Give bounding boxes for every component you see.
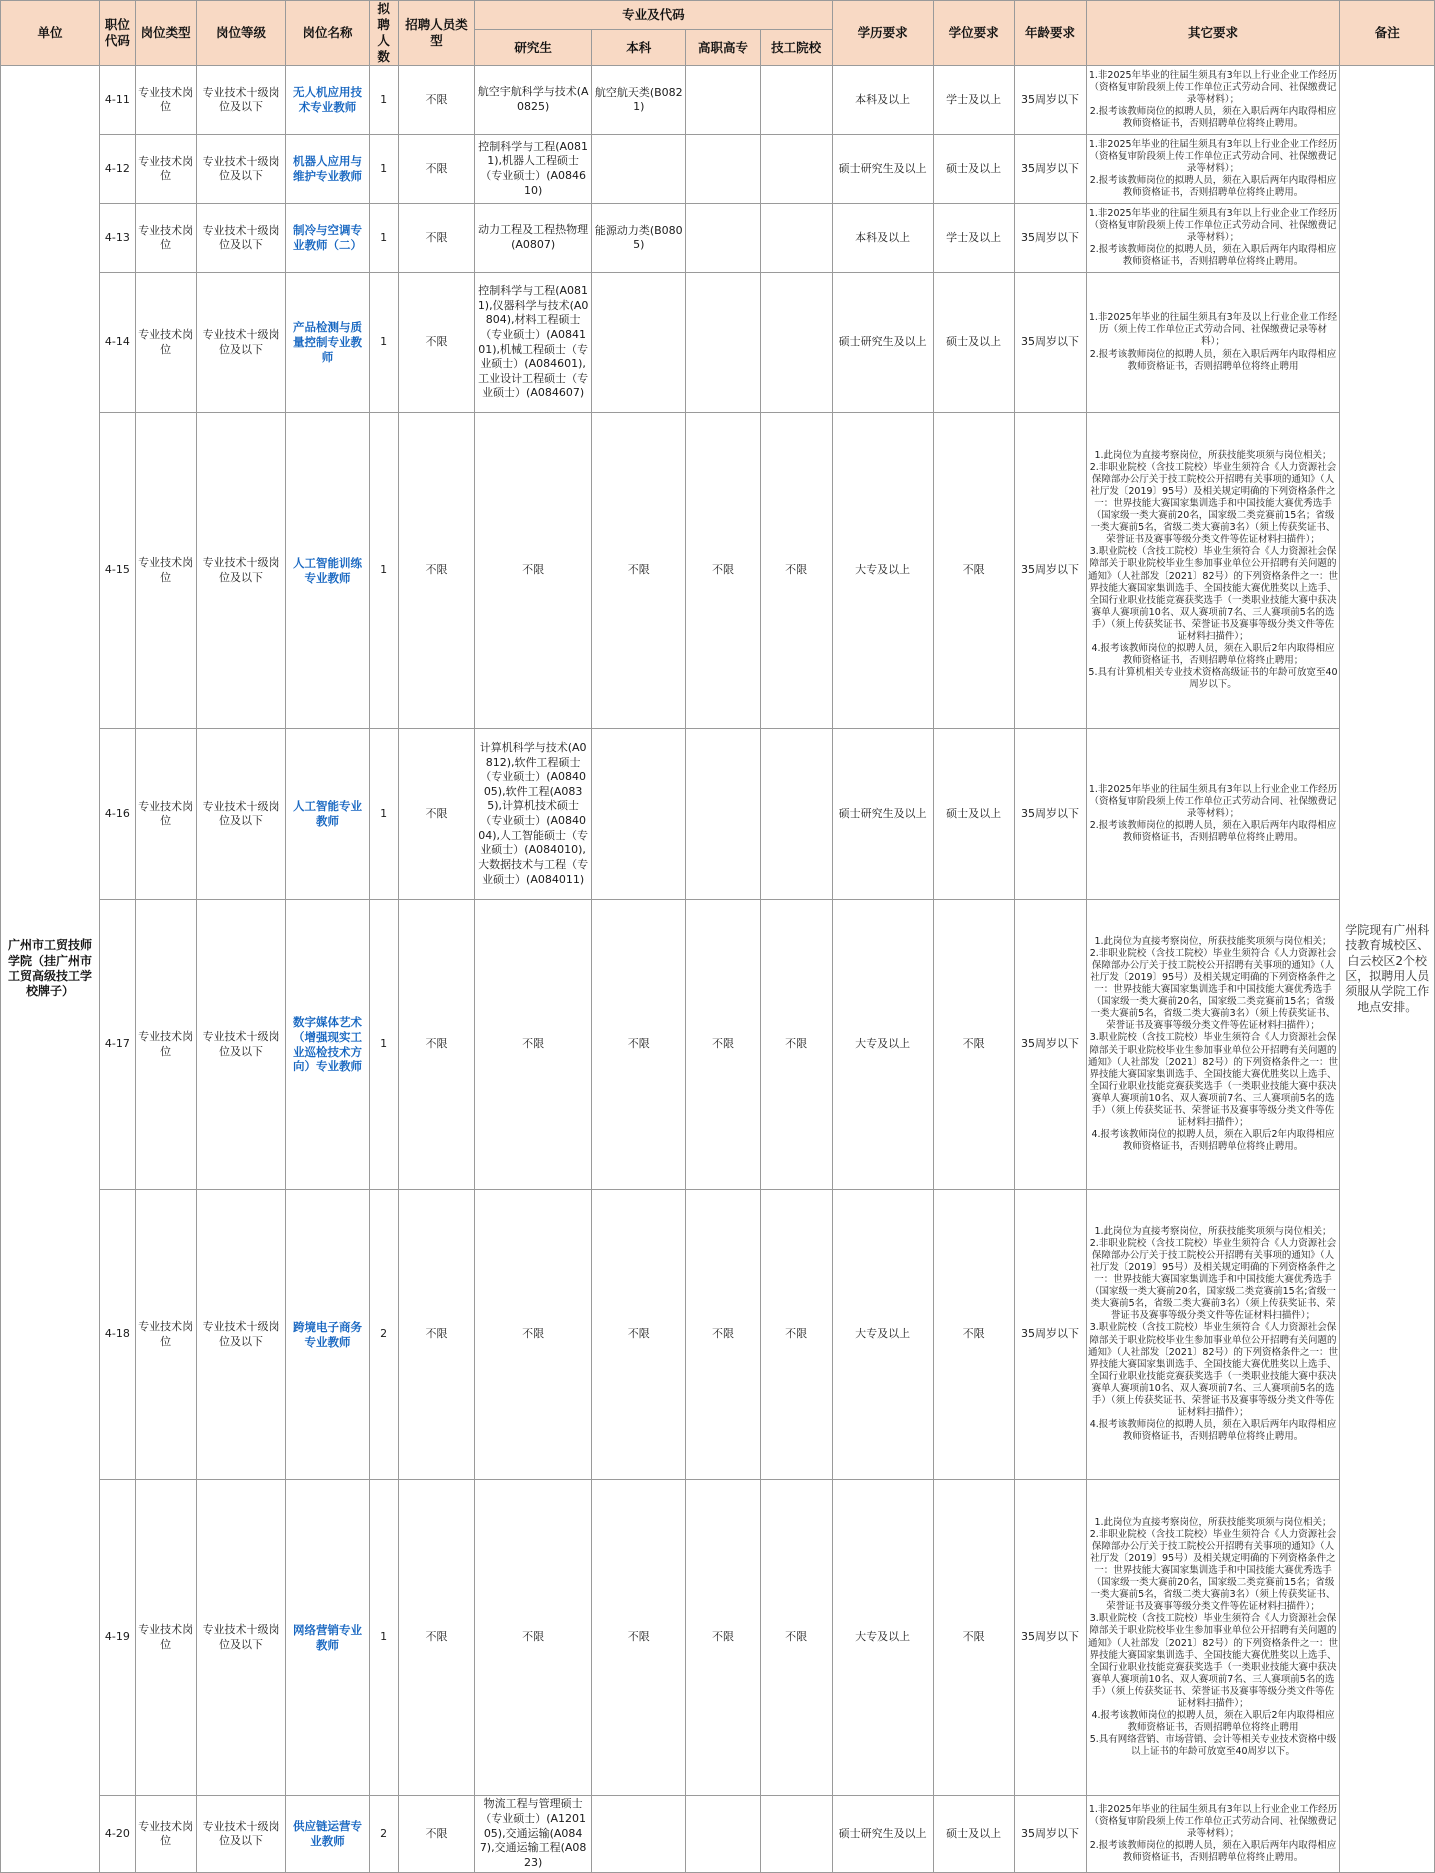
table-row (1, 1480, 1435, 1796)
grade-cell: 专业技术十级岗位及以下 (196, 413, 286, 729)
bachelor-major-cell: 不限 (592, 1480, 686, 1796)
position-name-cell: 网络营销专业教师 (286, 1480, 369, 1796)
other-requirements-cell (1086, 1190, 1340, 1480)
other-requirements-text: 1.此岗位为直接考察岗位，所获技能奖项须与岗位相关； 2.非职业院校（含技工院校）毕业生须符合《人力资源社会保障部办公厅关于技工院校公开招聘有关事项的通知》（人社厅发〔2019〕95号）及相关规定明确的下列资格条件之一：世界技能大赛国家集训选手和中国技能大赛优秀选手（国家级一类大赛前20名，国家级二类竞赛前15名；省级一类大赛前5名，省级二类大赛前3名）（须上传获奖证书、荣誉证书及赛事等级分类文件等佐证材料扫描件）； 3.职业院校（含技工院校）毕业生须符合《人力资源社会保障部关于职业院校毕业生参加事业单位公开招聘有关问题的通知》（人社部发〔2021〕82号）的下列资格条件之一：世界技能大赛国家集训选手、全国技能大赛优胜奖以上选手、全国行业职业技能竞赛获奖选手（一类职业技能大赛中获决赛单人赛项前10名、双人赛项前7名、三人赛项前5名的选手）（须上传获奖证书、荣誉证书及赛事等级分类文件等佐证材料扫描件）； 4.报考该教师岗位的拟聘人员，须在入职后2年内取得相应教师资格证书，否则招聘单位将终止聘用 5.具有网络营销、市场营销、会计等相关专业技术资格中级以上证书的年龄可放宽至40周岁以下。 (1087, 1516, 1339, 1758)
vocational-cell: 不限 (686, 900, 760, 1190)
age-cell: 35周岁以下 (1014, 273, 1086, 413)
age-cell: 35周岁以下 (1014, 729, 1086, 900)
position-name-cell: 无人机应用技术专业教师 (286, 66, 369, 135)
age-cell: 35周岁以下 (1014, 204, 1086, 273)
type-cell: 专业技术岗位 (135, 900, 196, 1190)
type-cell: 专业技术岗位 (135, 1480, 196, 1796)
type-cell: 专业技术岗位 (135, 135, 196, 204)
graduate-major-cell: 航空宇航科学与技术(A0825) (475, 66, 592, 135)
count-cell: 1 (369, 66, 398, 135)
education-cell: 硕士研究生及以上 (832, 135, 933, 204)
count-cell: 1 (369, 729, 398, 900)
degree-cell: 不限 (933, 413, 1014, 729)
count-cell: 1 (369, 1480, 398, 1796)
other-requirements-text: 1.非2025年毕业的往届生须具有3年以上行业企业工作经历（资格复审阶段须上传工作单位正式劳动合同、社保缴费记录等材料）； 2.报考该教师岗位的拟聘人员，须在入职后两年内取得相应教师资格证书，否则招聘单位将终止聘用。 (1088, 783, 1338, 844)
degree-cell: 不限 (933, 1190, 1014, 1480)
count-cell: 1 (369, 204, 398, 273)
other-requirements-text: 1.非2025年毕业的往届生须具有3年及以上行业企业工作经历（须上传工作单位正式劳动合同、社保缴费记录等材料）； 2.报考该教师岗位的拟聘人员，须在入职后两年内取得相应教师资格证书，否则招聘单位将终止聘用 (1088, 312, 1338, 372)
table-row (1, 1190, 1435, 1480)
technical-cell (760, 729, 832, 900)
graduate-major-cell: 不限 (475, 900, 592, 1190)
count-cell: 1 (369, 413, 398, 729)
position-name-cell: 人工智能训练专业教师 (286, 413, 369, 729)
code-cell: 4-13 (99, 204, 135, 273)
header-name: 岗位名称 (286, 1, 369, 66)
education-cell: 硕士研究生及以上 (832, 273, 933, 413)
degree-cell: 硕士及以上 (933, 729, 1014, 900)
header-grade: 岗位等级 (196, 1, 286, 66)
type-cell: 专业技术岗位 (135, 1796, 196, 1873)
code-cell: 4-11 (99, 66, 135, 135)
bachelor-major-cell (592, 729, 686, 900)
table-row (1, 900, 1435, 1190)
graduate-major-cell: 动力工程及工程热物理(A0807) (475, 204, 592, 273)
position-name-cell: 供应链运营专业教师 (286, 1796, 369, 1873)
education-cell: 大专及以上 (832, 900, 933, 1190)
table-row (1, 273, 1435, 413)
other-requirements-cell (1086, 66, 1340, 135)
degree-cell: 硕士及以上 (933, 135, 1014, 204)
code-cell: 4-12 (99, 135, 135, 204)
header-category: 招聘人员类型 (398, 1, 474, 66)
education-cell: 大专及以上 (832, 1480, 933, 1796)
other-requirements-text: 1.此岗位为直接考察岗位，所获技能奖项须与岗位相关； 2.非职业院校（含技工院校）毕业生须符合《人力资源社会保障部办公厅关于技工院校公开招聘有关事项的通知》（人社厅发〔2019〕95号）及相关规定明确的下列资格条件之一：世界技能大赛国家集训选手和中国技能大赛优秀选手（国家级一类大赛前20名，国家级二类竞赛前15名;省级一类大赛前5名，省级二类大赛前3名）（须上传获奖证书、荣誉证书及赛事等级分类文件等佐证材料扫描件）； 3.职业院校（含技工院校）毕业生须符合《人力资源社会保障部关于职业院校毕业生参加事业单位公开招聘有关问题的通知》（人社部发〔2021〕82号）的下列资格条件之一：世界技能大赛国家集训选手、全国技能大赛优胜奖以上选手、全国行业职业技能竞赛获奖选手（一类职业技能大赛中获决赛单人赛项前10名、双人赛项前7名、三人赛项前5名的选手）（须上传获奖证书、荣誉证书及赛事等级分类文件等佐证材料扫描件）； 4.报考该教师岗位的拟聘人员，须在入职后两年内取得相应教师资格证书，否则招聘单位将终止聘用。 (1087, 1225, 1339, 1442)
other-requirements-cell (1086, 204, 1340, 273)
category-cell: 不限 (398, 135, 474, 204)
technical-cell (760, 273, 832, 413)
grade-cell: 专业技术十级岗位及以下 (196, 204, 286, 273)
age-cell: 35周岁以下 (1014, 413, 1086, 729)
type-cell: 专业技术岗位 (135, 729, 196, 900)
table-row (1, 66, 1435, 135)
education-cell: 硕士研究生及以上 (832, 729, 933, 900)
bachelor-major-cell: 不限 (592, 1190, 686, 1480)
bachelor-major-cell: 不限 (592, 900, 686, 1190)
age-cell: 35周岁以下 (1014, 1190, 1086, 1480)
category-cell: 不限 (398, 413, 474, 729)
education-cell: 硕士研究生及以上 (832, 1796, 933, 1873)
code-cell: 4-17 (99, 900, 135, 1190)
category-cell: 不限 (398, 1796, 474, 1873)
type-cell: 专业技术岗位 (135, 273, 196, 413)
grade-cell: 专业技术十级岗位及以下 (196, 1796, 286, 1873)
category-cell: 不限 (398, 204, 474, 273)
other-requirements-cell (1086, 273, 1340, 413)
header-type: 岗位类型 (135, 1, 196, 66)
header-education: 学历要求 (832, 1, 933, 66)
other-requirements-text: 1.非2025年毕业的往届生须具有3年以上行业企业工作经历（资格复审阶段须上传工作单位正式劳动合同、社保缴费记录等材料）； 2.报考该教师岗位的拟聘人员，须在入职后两年内取得相应教师资格证书，否则招聘单位将终止聘用。 (1088, 1803, 1338, 1864)
header-technical: 技工院校 (760, 30, 832, 66)
note-cell: 学院现有广州科技教育城校区、白云校区2个校区，拟聘用人员须服从学院工作地点安排。 (1340, 66, 1435, 1873)
education-cell: 大专及以上 (832, 413, 933, 729)
grade-cell: 专业技术十级岗位及以下 (196, 135, 286, 204)
bachelor-major-cell: 能源动力类(B0805) (592, 204, 686, 273)
header-code: 职位代码 (99, 1, 135, 66)
header-unit: 单位 (1, 1, 100, 66)
grade-cell: 专业技术十级岗位及以下 (196, 729, 286, 900)
age-cell: 35周岁以下 (1014, 1796, 1086, 1873)
position-name-cell: 产品检测与质量控制专业教师 (286, 273, 369, 413)
education-cell: 大专及以上 (832, 1190, 933, 1480)
technical-cell (760, 66, 832, 135)
graduate-major-cell: 物流工程与管理硕士（专业硕士）(A120105),交通运输(A0847),交通运输工程(A0823) (475, 1796, 592, 1873)
category-cell: 不限 (398, 1190, 474, 1480)
vocational-cell: 不限 (686, 1190, 760, 1480)
position-name-cell: 人工智能专业教师 (286, 729, 369, 900)
vocational-cell (686, 273, 760, 413)
header-major-group: 专业及代码 (475, 1, 832, 30)
other-requirements-cell (1086, 1480, 1340, 1796)
degree-cell: 不限 (933, 900, 1014, 1190)
count-cell: 1 (369, 900, 398, 1190)
header-graduate: 研究生 (475, 30, 592, 66)
header-bachelor: 本科 (592, 30, 686, 66)
count-cell: 2 (369, 1190, 398, 1480)
table-row (1, 135, 1435, 204)
degree-cell: 硕士及以上 (933, 1796, 1014, 1873)
grade-cell: 专业技术十级岗位及以下 (196, 1480, 286, 1796)
category-cell: 不限 (398, 66, 474, 135)
technical-cell (760, 204, 832, 273)
category-cell: 不限 (398, 729, 474, 900)
education-cell: 本科及以上 (832, 66, 933, 135)
type-cell: 专业技术岗位 (135, 1190, 196, 1480)
type-cell: 专业技术岗位 (135, 204, 196, 273)
grade-cell: 专业技术十级岗位及以下 (196, 273, 286, 413)
category-cell: 不限 (398, 1480, 474, 1796)
degree-cell: 学士及以上 (933, 66, 1014, 135)
age-cell: 35周岁以下 (1014, 1480, 1086, 1796)
code-cell: 4-16 (99, 729, 135, 900)
grade-cell: 专业技术十级岗位及以下 (196, 1190, 286, 1480)
bachelor-major-cell (592, 135, 686, 204)
other-requirements-text: 1.非2025年毕业的往届生须具有3年以上行业企业工作经历（资格复审阶段须上传工作单位正式劳动合同、社保缴费记录等材料）； 2.报考该教师岗位的拟聘人员，须在入职后两年内取得相应教师资格证书，否则招聘单位将终止聘用。 (1088, 138, 1338, 199)
header-row-top (1, 1, 1435, 30)
other-requirements-cell (1086, 900, 1340, 1190)
vocational-cell: 不限 (686, 1480, 760, 1796)
other-requirements-cell (1086, 135, 1340, 204)
header-other: 其它要求 (1086, 1, 1340, 66)
count-cell: 2 (369, 1796, 398, 1873)
code-cell: 4-15 (99, 413, 135, 729)
vocational-cell (686, 135, 760, 204)
header-note: 备注 (1340, 1, 1435, 66)
degree-cell: 硕士及以上 (933, 273, 1014, 413)
category-cell: 不限 (398, 273, 474, 413)
code-cell: 4-18 (99, 1190, 135, 1480)
table-row (1, 729, 1435, 900)
education-cell: 本科及以上 (832, 204, 933, 273)
age-cell: 35周岁以下 (1014, 135, 1086, 204)
other-requirements-text: 1.此岗位为直接考察岗位，所获技能奖项须与岗位相关； 2.非职业院校（含技工院校）毕业生须符合《人力资源社会保障部办公厅关于技工院校公开招聘有关事项的通知》（人社厅发〔2019〕95号）及相关规定明确的下列资格条件之一：世界技能大赛国家集训选手和中国技能大赛优秀选手（国家级一类大赛前20名，国家级二类竞赛前15名；省级一类大赛前5名，省级二类大赛前3名）（须上传获奖证书、荣誉证书及赛事等级分类文件等佐证材料扫描件）； 3.职业院校（含技工院校）毕业生须符合《人力资源社会保障部关于职业院校毕业生参加事业单位公开招聘有关问题的通知》（人社部发〔2021〕82号）的下列资格条件之一：世界技能大赛国家集训选手、全国技能大赛优胜奖以上选手、全国行业职业技能竞赛获奖选手（一类职业技能大赛中获决赛单人赛项前10名、双人赛项前7名、三人赛项前5名的选手）（须上传获奖证书、荣誉证书及赛事等级分类文件等佐证材料扫描件）； 4.报考该教师岗位的拟聘人员，须在入职后2年内取得相应教师资格证书，否则招聘单位将终止聘用。 (1087, 935, 1339, 1152)
technical-cell: 不限 (760, 1480, 832, 1796)
graduate-major-cell: 不限 (475, 413, 592, 729)
other-requirements-cell (1086, 413, 1340, 729)
header-age: 年龄要求 (1014, 1, 1086, 66)
header-vocational: 高职高专 (686, 30, 760, 66)
technical-cell: 不限 (760, 1190, 832, 1480)
other-requirements-cell (1086, 729, 1340, 900)
vocational-cell (686, 204, 760, 273)
technical-cell (760, 135, 832, 204)
graduate-major-cell: 控制科学与工程(A0811),机器人工程硕士（专业硕士）(A084610) (475, 135, 592, 204)
graduate-major-cell: 不限 (475, 1480, 592, 1796)
position-name-cell: 制冷与空调专业教师（二） (286, 204, 369, 273)
type-cell: 专业技术岗位 (135, 413, 196, 729)
position-name-cell: 机器人应用与维护专业教师 (286, 135, 369, 204)
technical-cell: 不限 (760, 413, 832, 729)
position-name-cell: 数字媒体艺术（增强现实工业巡检技术方向）专业教师 (286, 900, 369, 1190)
grade-cell: 专业技术十级岗位及以下 (196, 66, 286, 135)
graduate-major-cell: 不限 (475, 1190, 592, 1480)
table-row (1, 413, 1435, 729)
header-count: 拟聘人数 (369, 1, 398, 66)
header-degree: 学位要求 (933, 1, 1014, 66)
code-cell: 4-14 (99, 273, 135, 413)
graduate-major-cell: 计算机科学与技术(A0812),软件工程硕士（专业硕士）(A084005),软件工程(A0835),计算机技术硕士（专业硕士）(A084004),人工智能硕士（专业硕士）(A084010),大数据技术与工程（专业硕士）(A084011) (475, 729, 592, 900)
vocational-cell: 不限 (686, 413, 760, 729)
code-cell: 4-19 (99, 1480, 135, 1796)
count-cell: 1 (369, 273, 398, 413)
unit-cell: 广州市工贸技师学院（挂广州市工贸高级技工学校牌子） (1, 66, 100, 1873)
other-requirements-text: 1.非2025年毕业的往届生须具有3年以上行业企业工作经历（资格复审阶段须上传工作单位正式劳动合同、社保缴费记录等材料）； 2.报考该教师岗位的拟聘人员，须在入职后两年内取得相应教师资格证书，否则招聘单位将终止聘用。 (1088, 207, 1338, 268)
degree-cell: 学士及以上 (933, 204, 1014, 273)
graduate-major-cell: 控制科学与工程(A0811),仪器科学与技术(A0804),材料工程硕士（专业硕士）(A084101),机械工程硕士（专业硕士）(A084601),工业设计工程硕士（专业硕士）(A084607) (475, 273, 592, 413)
bachelor-major-cell: 不限 (592, 413, 686, 729)
age-cell: 35周岁以下 (1014, 66, 1086, 135)
position-name-cell: 跨境电子商务专业教师 (286, 1190, 369, 1480)
grade-cell: 专业技术十级岗位及以下 (196, 900, 286, 1190)
other-requirements-text: 1.此岗位为直接考察岗位，所获技能奖项须与岗位相关； 2.非职业院校（含技工院校）毕业生须符合《人力资源社会保障部办公厅关于技工院校公开招聘有关事项的通知》（人社厅发〔2019〕95号）及相关规定明确的下列资格条件之一：世界技能大赛国家集训选手和中国技能大赛优秀选手（国家级一类大赛前20名，国家级二类竞赛前15名；省级一类大赛前5名，省级二类大赛前3名）（须上传获奖证书、荣誉证书及赛事等级分类文件等佐证材料扫描件）； 3.职业院校（含技工院校）毕业生须符合《人力资源社会保障部关于职业院校毕业生参加事业单位公开招聘有关问题的通知》（人社部发〔2021〕82号）的下列资格条件之一：世界技能大赛国家集训选手、全国技能大赛优胜奖以上选手、全国行业职业技能竞赛获奖选手（一类职业技能大赛中获决赛单人赛项前10名、双人赛项前7名、三人赛项前5名的选手）（须上传获奖证书、荣誉证书及赛事等级分类文件等佐证材料扫描件）； 4.报考该教师岗位的拟聘人员，须在入职后2年内取得相应教师资格证书，否则招聘单位将终止聘用； 5.具有计算机相关专业技术资格高级证书的年龄可放宽至40周岁以下。 (1087, 449, 1339, 691)
bachelor-major-cell (592, 273, 686, 413)
code-cell: 4-20 (99, 1796, 135, 1873)
vocational-cell (686, 729, 760, 900)
table-row (1, 204, 1435, 273)
type-cell: 专业技术岗位 (135, 66, 196, 135)
technical-cell: 不限 (760, 900, 832, 1190)
bachelor-major-cell: 航空航天类(B0821) (592, 66, 686, 135)
age-cell: 35周岁以下 (1014, 900, 1086, 1190)
category-cell: 不限 (398, 900, 474, 1190)
other-requirements-text: 1.非2025年毕业的往届生须具有3年以上行业企业工作经历（资格复审阶段须上传工作单位正式劳动合同、社保缴费记录等材料）； 2.报考该教师岗位的拟聘人员，须在入职后两年内取得相应教师资格证书，否则招聘单位将终止聘用。 (1088, 69, 1338, 130)
vocational-cell (686, 66, 760, 135)
count-cell: 1 (369, 135, 398, 204)
degree-cell: 不限 (933, 1480, 1014, 1796)
